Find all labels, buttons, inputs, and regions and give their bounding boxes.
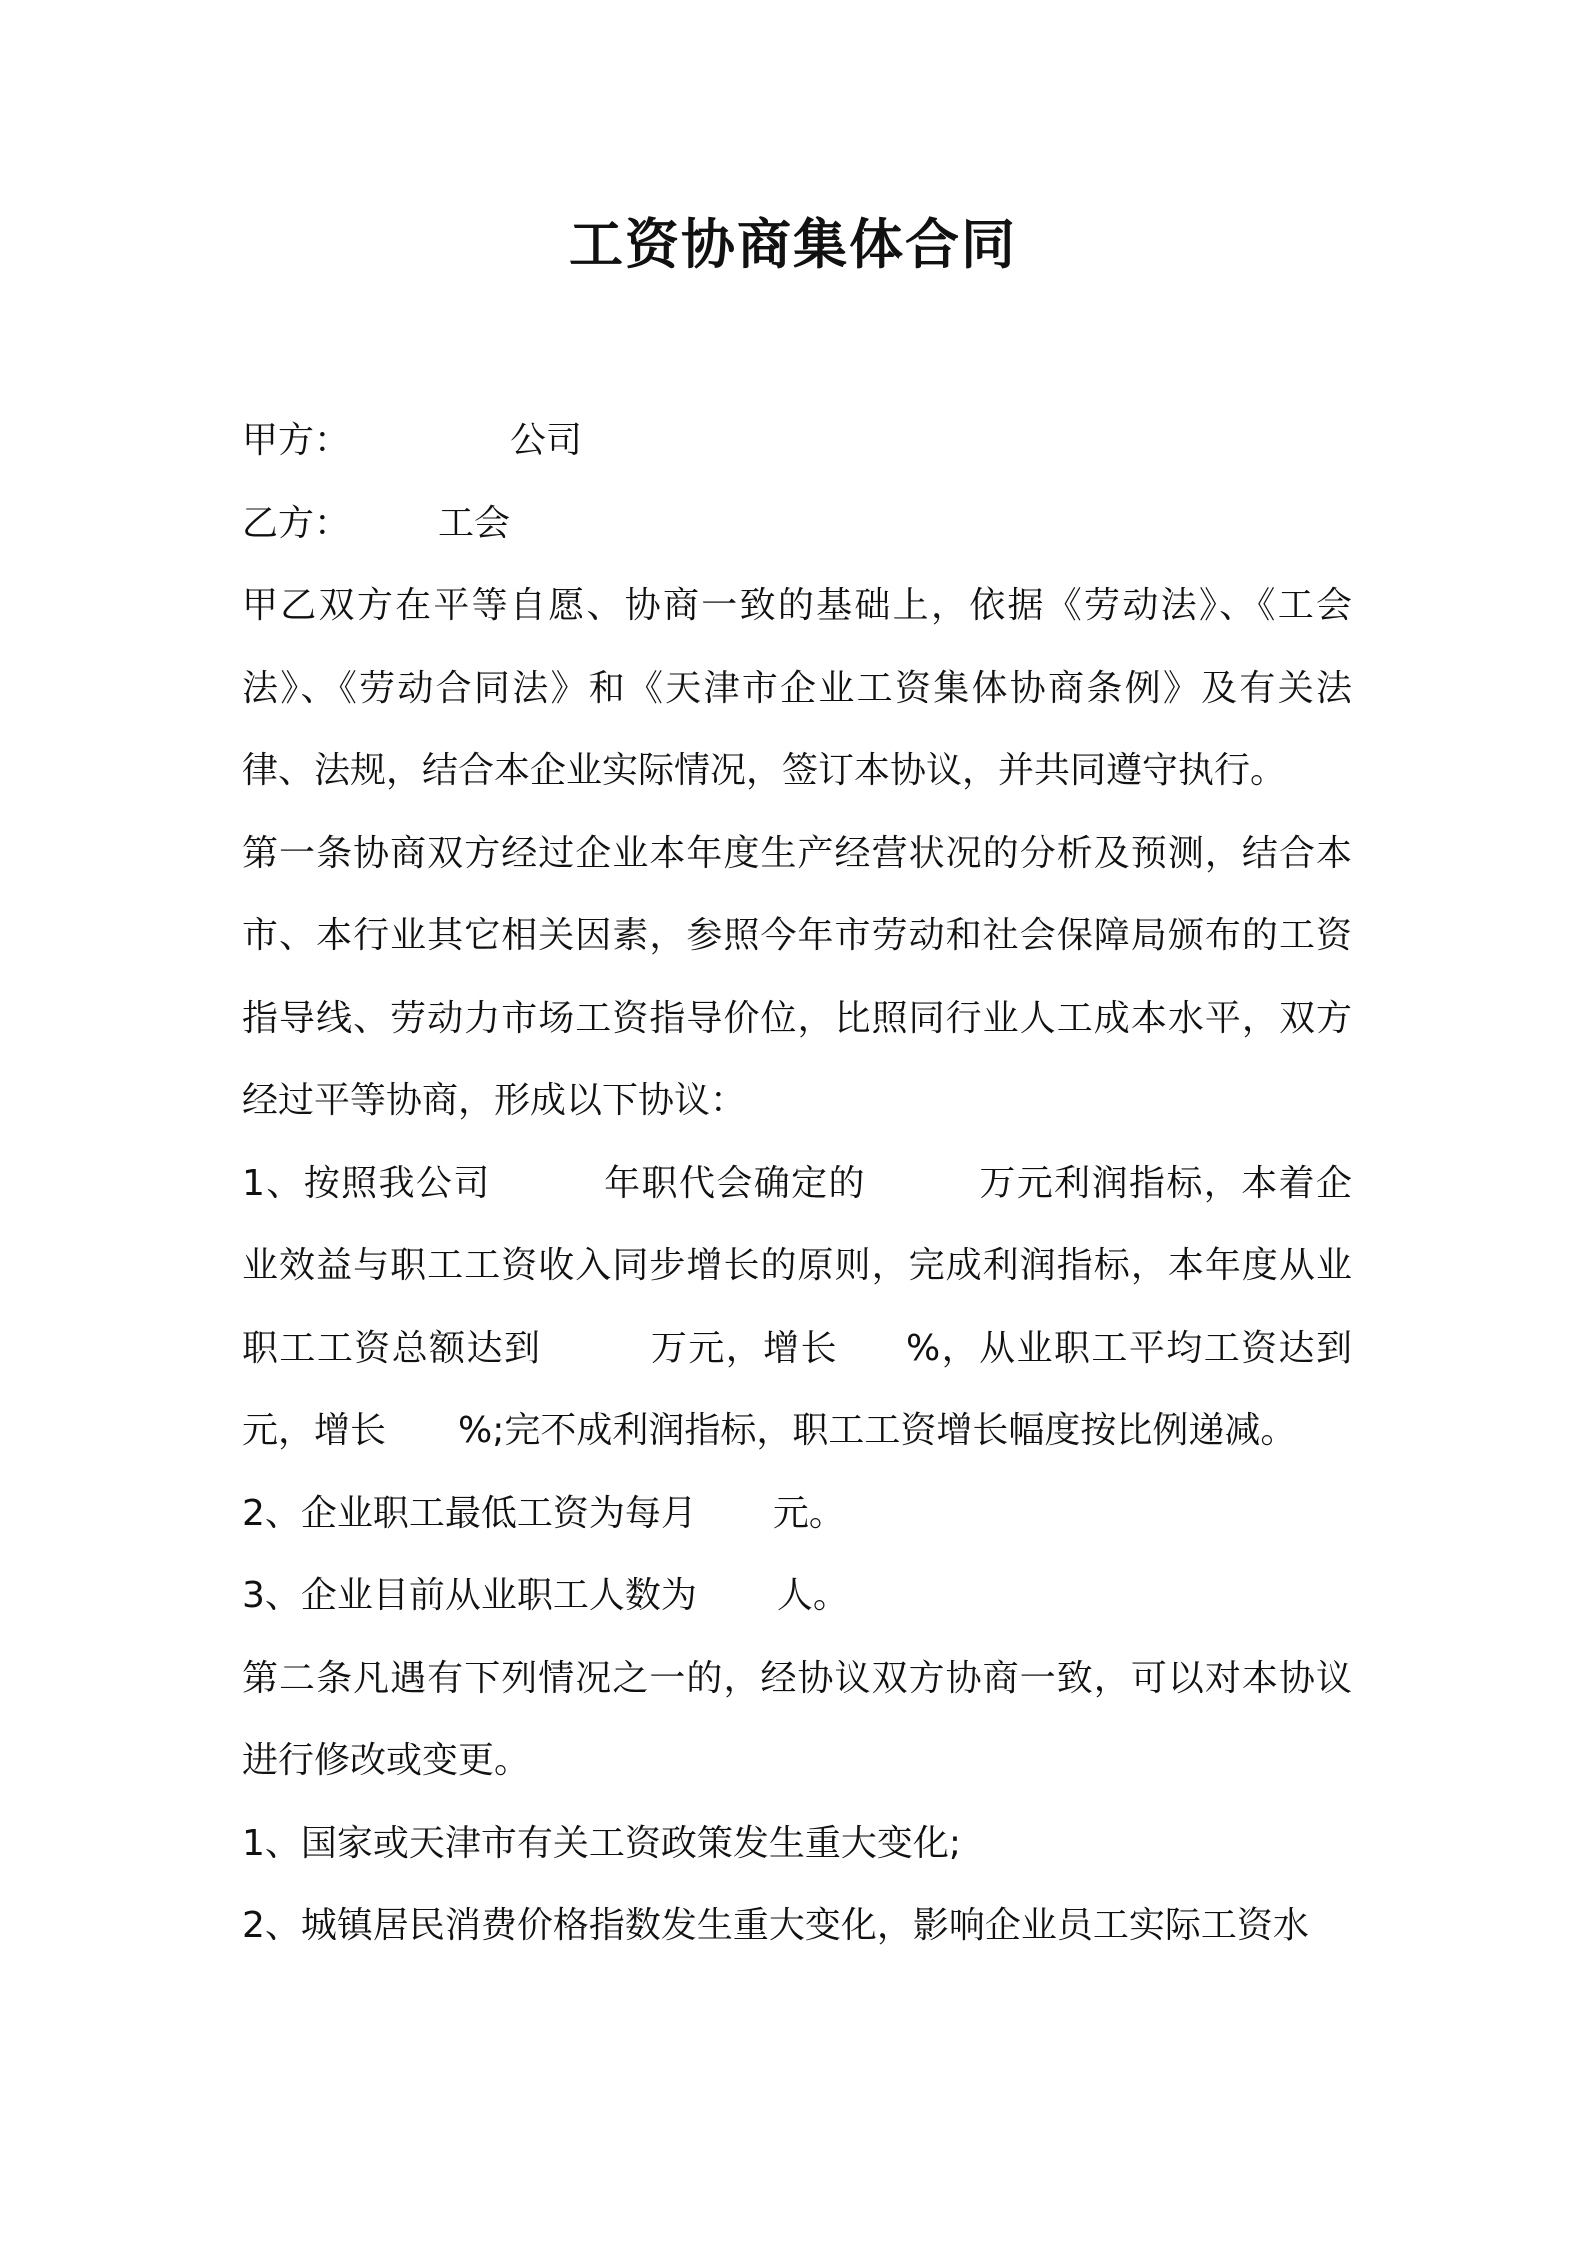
article-1-item-1 [242, 1143, 1352, 1473]
party-a-name: 公司 [510, 420, 583, 461]
article-2-paragraph: 第二条凡遇有下列情况之一的，经协议双方协商一致，可以对本协议进行修改或变更。 [242, 1657, 1352, 1781]
party-b-name: 工会 [438, 502, 511, 544]
document-title: 工资协商集体合同 [569, 213, 1017, 276]
item1-text-6: 元，增长 [242, 1410, 387, 1451]
article-1-paragraph: 第一条协商双方经过企业本年度生产经营状况的分析及预测，结合本市、本行业其它相关因素，参照今年市劳动和社会保障局颁布的工资指导线、劳动力市场工资指导价位，比照同行业人工成本水平，双方经过平等协商，形成以下协议： [242, 832, 1352, 1121]
item1-text-7: %;完不成利润指标，职工工资增长幅度按比例递减。 [458, 1410, 1297, 1451]
party-a-label: 甲方： [242, 420, 351, 461]
item3-text-1: 3、企业目前从业职工人数为 [242, 1575, 697, 1616]
party-b-line [242, 483, 1352, 566]
article-1-item-3 [242, 1555, 1352, 1638]
item2-text-1: 2、企业职工最低工资为每月 [242, 1492, 697, 1534]
preamble-paragraph: 甲乙双方在平等自愿、协商一致的基础上，依据《劳动法》、《工会法》、《劳动合同法》和《天津市企业工资集体协商条例》及有关法律、法规，结合本企业实际情况，签订本协议，并共同遵守执行。 [242, 585, 1352, 791]
item3-text-2: 人。 [776, 1575, 849, 1616]
item1-text-4: 万元，增长 [649, 1327, 839, 1369]
article-2-item-2: 2、城镇居民消费价格指数发生重大变化，影响企业员工实际工资水 [242, 1905, 1309, 1946]
item2-text-2: 元。 [772, 1492, 845, 1534]
party-a-line [242, 400, 1352, 483]
item1-text-1: 1、按照我公司 [242, 1162, 491, 1204]
party-b-label: 乙方： [242, 502, 351, 544]
item1-text-3: 万元利润指标，本着企业效益与职工工资收入同步增长的原则，完成利润指标，本年度从业职工工资总额达到 [242, 1162, 1352, 1369]
article-1-item-2 [242, 1473, 1352, 1556]
item1-text-2: 年职代会确定的 [602, 1162, 866, 1204]
item1-text-5: %，从业职工平均工资达到 [906, 1327, 1352, 1369]
document-body [242, 400, 1352, 1968]
article-2-item-1: 1、国家或天津市有关工资政策发生重大变化; [242, 1822, 962, 1864]
